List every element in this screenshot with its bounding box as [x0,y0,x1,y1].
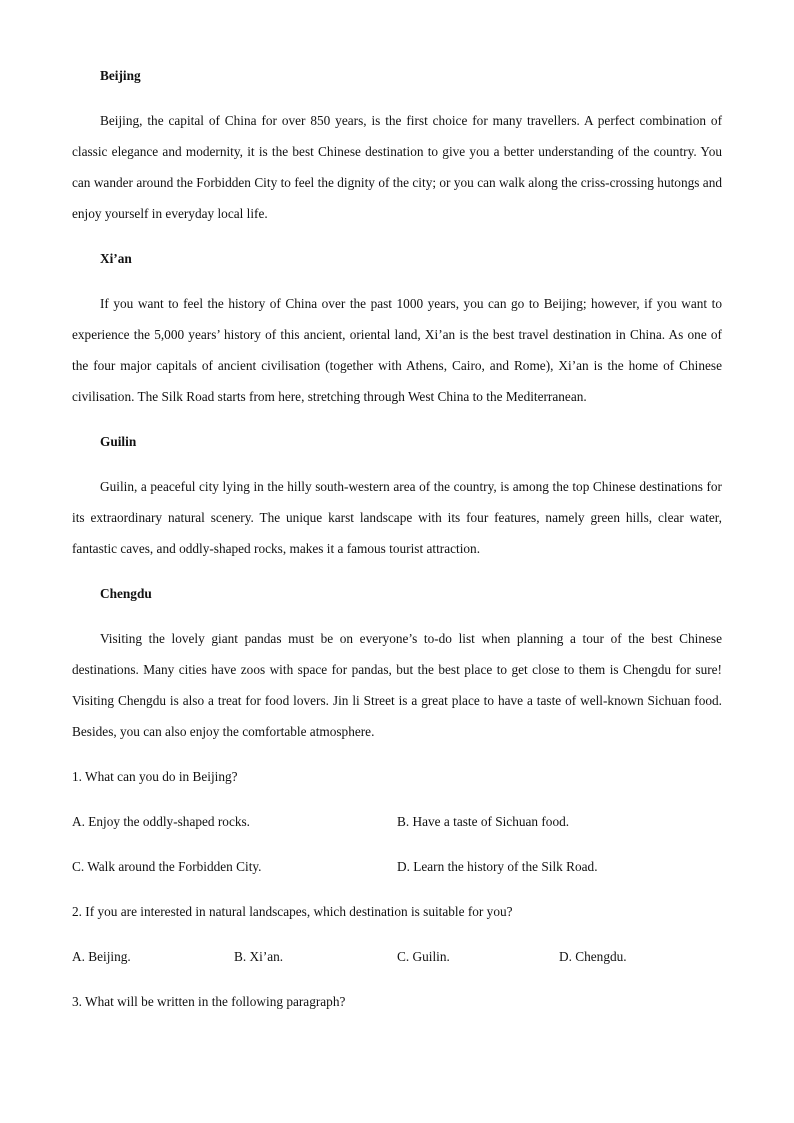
question-3: 3. What will be written in the following paragraph? [72,994,346,1009]
document-page [72,60,722,1017]
section-text-chengdu: Visiting the lovely giant pandas must be on everyone’s to-do list when planning a tour of the best Chinese destinations. Many cities have zoos with space for pandas, but the best place to get close to them is Chengdu for sure! Visiting Chengdu is also a treat for food lovers. Jin li Street is a great place to have a taste of well-known Sichuan food. Besides, you can also enjoy the comfortable atmosphere. [72,631,722,739]
question-1-options-row-1 [72,806,722,837]
question-1-options-row-2 [72,851,722,882]
question-1-option-b: B. Have a taste of Sichuan food. [397,814,570,829]
section-heading-xian: Xi’an [100,251,132,266]
section-heading-beijing: Beijing [100,68,141,83]
question-1-option-c: C. Walk around the Forbidden City. [72,859,262,874]
question-2-option-a: A. Beijing. [72,949,131,964]
section-heading-guilin: Guilin [100,434,137,449]
question-1: 1. What can you do in Beijing? [72,769,238,784]
question-2-options-row [72,941,722,972]
question-1-option-d: D. Learn the history of the Silk Road. [397,859,598,874]
section-heading-chengdu: Chengdu [100,586,152,601]
question-2: 2. If you are interested in natural landscapes, which destination is suitable for you? [72,904,513,919]
question-2-option-c: C. Guilin. [397,949,450,964]
section-text-xian: If you want to feel the history of China over the past 1000 years, you can go to Beijing; however, if you want to experience the 5,000 years’ history of this ancient, oriental land, Xi’an is the best travel destination in China. As one of the four major capitals of ancient civilisation (together with Athens, Cairo, and Rome), Xi’an is the home of Chinese civilisation. The Silk Road starts from here, stretching through West China to the Mediterranean. [72,296,722,404]
question-2-option-d: D. Chengdu. [559,949,627,964]
question-1-option-a: A. Enjoy the oddly-shaped rocks. [72,814,250,829]
question-2-option-b: B. Xi’an. [234,949,284,964]
section-text-beijing: Beijing, the capital of China for over 850 years, is the first choice for many travellers. A perfect combination of classic elegance and modernity, it is the best Chinese destination to give you a better understanding of the country. You can wander around the Forbidden City to feel the dignity of the city; or you can walk along the criss-crossing hutongs and enjoy yourself in everyday local life. [72,113,722,221]
section-text-guilin: Guilin, a peaceful city lying in the hilly south-western area of the country, is among the top Chinese destinations for its extraordinary natural scenery. The unique karst landscape with its four features, namely green hills, clear water, fantastic caves, and oddly-shaped rocks, makes it a famous tourist attraction. [72,479,722,556]
